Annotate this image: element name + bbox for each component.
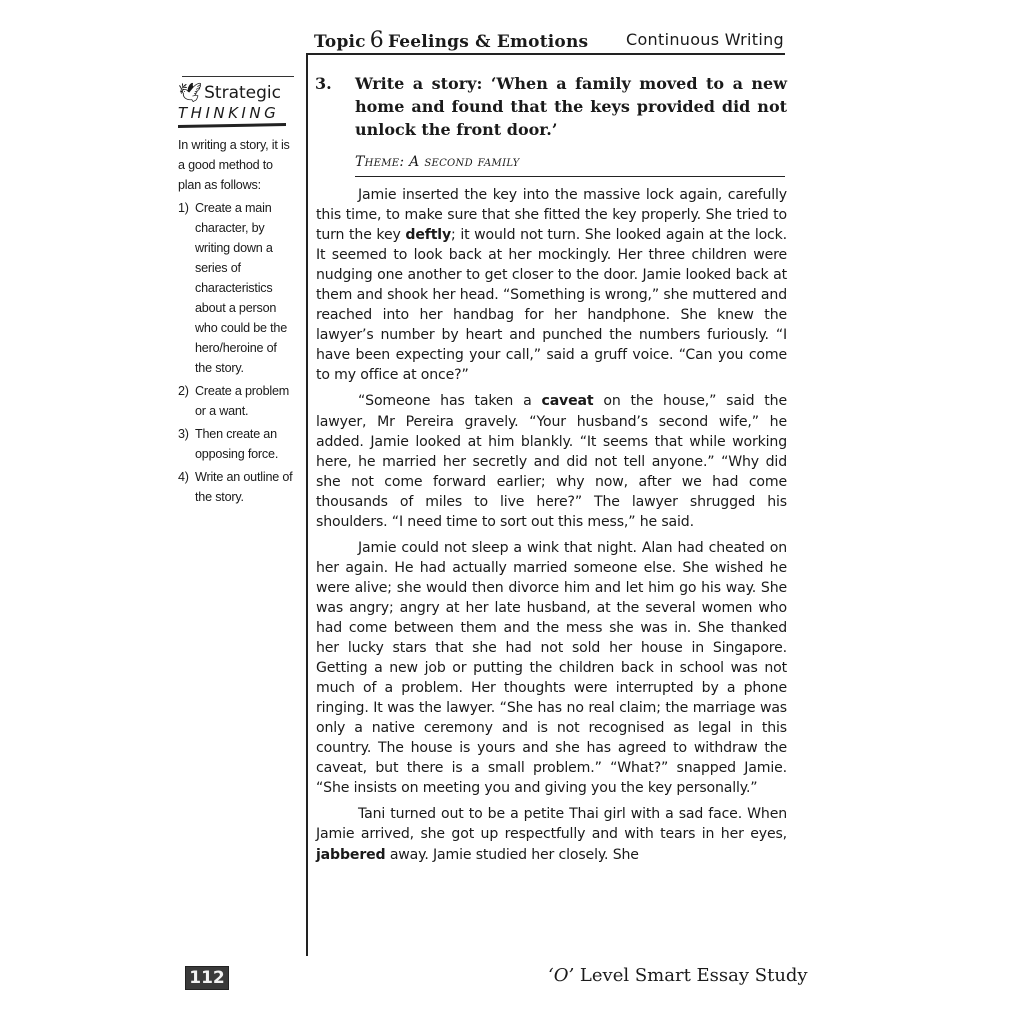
story-text: ; it would not turn. She looked again at the lock. It seemed to look back at her mockingly. Her three children were nudging one another to get closer to the door. Jamie looked back at them and shook her head. “Something is wrong,” she muttered and reached into her handbag for her handphone. She knew the lawyer’s number by heart and punched the numbers furiously. “I have been expecting your call,” said a gruff voice. “Can you come to my office at once?” <box>316 227 787 384</box>
story-paragraph <box>316 804 787 864</box>
sidebar-step <box>178 198 294 378</box>
topic-label: Topic <box>314 32 366 52</box>
section-label: Continuous Writing <box>626 30 784 49</box>
story-text: Jamie inserted the key into the massive lock again, carefully this time, to make sure that she fitted the key properly. She tried to turn the key <box>316 187 787 244</box>
story-text: away. Jamie studied her closely. She <box>385 846 639 863</box>
sidebar-step <box>178 424 294 464</box>
sidebar-top-rule <box>182 76 294 77</box>
page-header-topic <box>314 28 588 53</box>
story-paragraph <box>316 391 787 531</box>
story-text: “Someone has taken a <box>358 393 542 410</box>
theme-rule <box>355 176 785 177</box>
vocab-word: deftly <box>405 227 452 244</box>
step-number: 4) <box>178 470 189 484</box>
step-text: Then create an opposing force. <box>195 427 279 461</box>
header-rule <box>307 53 785 55</box>
sidebar-title <box>178 81 294 104</box>
story-paragraph: Jamie could not sleep a wink that night. Alan had cheated on her again. He had actually married someone else. She wished he were alive; she would then divorce him and let him go his way. She was angry; angry at her late husband, at the several women who had come between them and the mess she was in. She thanked her lucky stars that she had not sold her house in Singapore. Getting a new job or putting the children back in school was not much of a problem. Her thoughts were interrupted by a phone ringing. It was the lawyer. “She has no real claim; the marriage was only a native ceremony and is not recognised as legal in this country. The house is yours and she has agreed to withdraw the caveat, but there is a small problem.” “What?” snapped Jamie. “She insists on meeting you and giving you the key personally.” <box>316 539 787 797</box>
step-text: Write an outline of the story. <box>195 470 293 504</box>
step-number: 1) <box>178 201 189 215</box>
vocab-word: jabbered <box>316 846 386 863</box>
sidebar-title-line1: Strategic <box>204 82 281 103</box>
sidebar-title-line2: THINKING <box>178 104 280 122</box>
sidebar-steps <box>178 198 294 507</box>
book-title-prefix: ‘O’ <box>548 965 575 986</box>
vocab-word: caveat <box>541 393 594 410</box>
step-text: Create a problem or a want. <box>195 384 290 418</box>
sidebar-step <box>178 467 294 507</box>
story-paragraph <box>316 185 787 385</box>
column-divider <box>306 53 308 956</box>
step-number: 3) <box>178 427 189 441</box>
book-title-text: Level Smart Essay Study <box>574 965 808 986</box>
question-text: Write a story: ‘When a family moved to a new home and found that the keys provided did not unlock the front door.’ <box>355 74 787 139</box>
strategic-thinking-sidebar <box>178 76 294 507</box>
sidebar-title-rule <box>178 123 286 128</box>
book-title <box>548 965 808 986</box>
story-body <box>316 185 787 871</box>
question-number: 3. <box>315 74 332 93</box>
topic-number: 6 <box>369 28 384 53</box>
story-text: Tani turned out to be a petite Thai girl with a sad face. When Jamie arrived, she got up respectfully and with tears in her eyes, <box>316 806 787 843</box>
sidebar-intro: In writing a story, it is a good method to plan as follows: <box>178 138 290 192</box>
dove-icon: 🕊︎ <box>178 82 203 104</box>
step-number: 2) <box>178 384 189 398</box>
topic-title: Feelings & Emotions <box>387 32 589 52</box>
sidebar-step <box>178 381 294 421</box>
story-text: on the house,” said the lawyer, Mr Pereira gravely. “Your husband’s second wife,” he added. Jamie looked at him blankly. “It seems that while working here, he married her secretly and did not tell anyone.” “Why did she not come forward earlier; why now, after we had come thousands of miles to live here?” The lawyer shrugged his shoulders. “I need time to sort out this mess,” he said. <box>316 393 787 530</box>
step-text: Create a main character, by writing down a series of characteristics about a person who could be the hero/heroine of the story. <box>195 201 288 375</box>
page-number: 112 <box>185 966 229 990</box>
question-prompt <box>315 72 787 141</box>
theme-label: Theme: A second family <box>355 154 520 170</box>
